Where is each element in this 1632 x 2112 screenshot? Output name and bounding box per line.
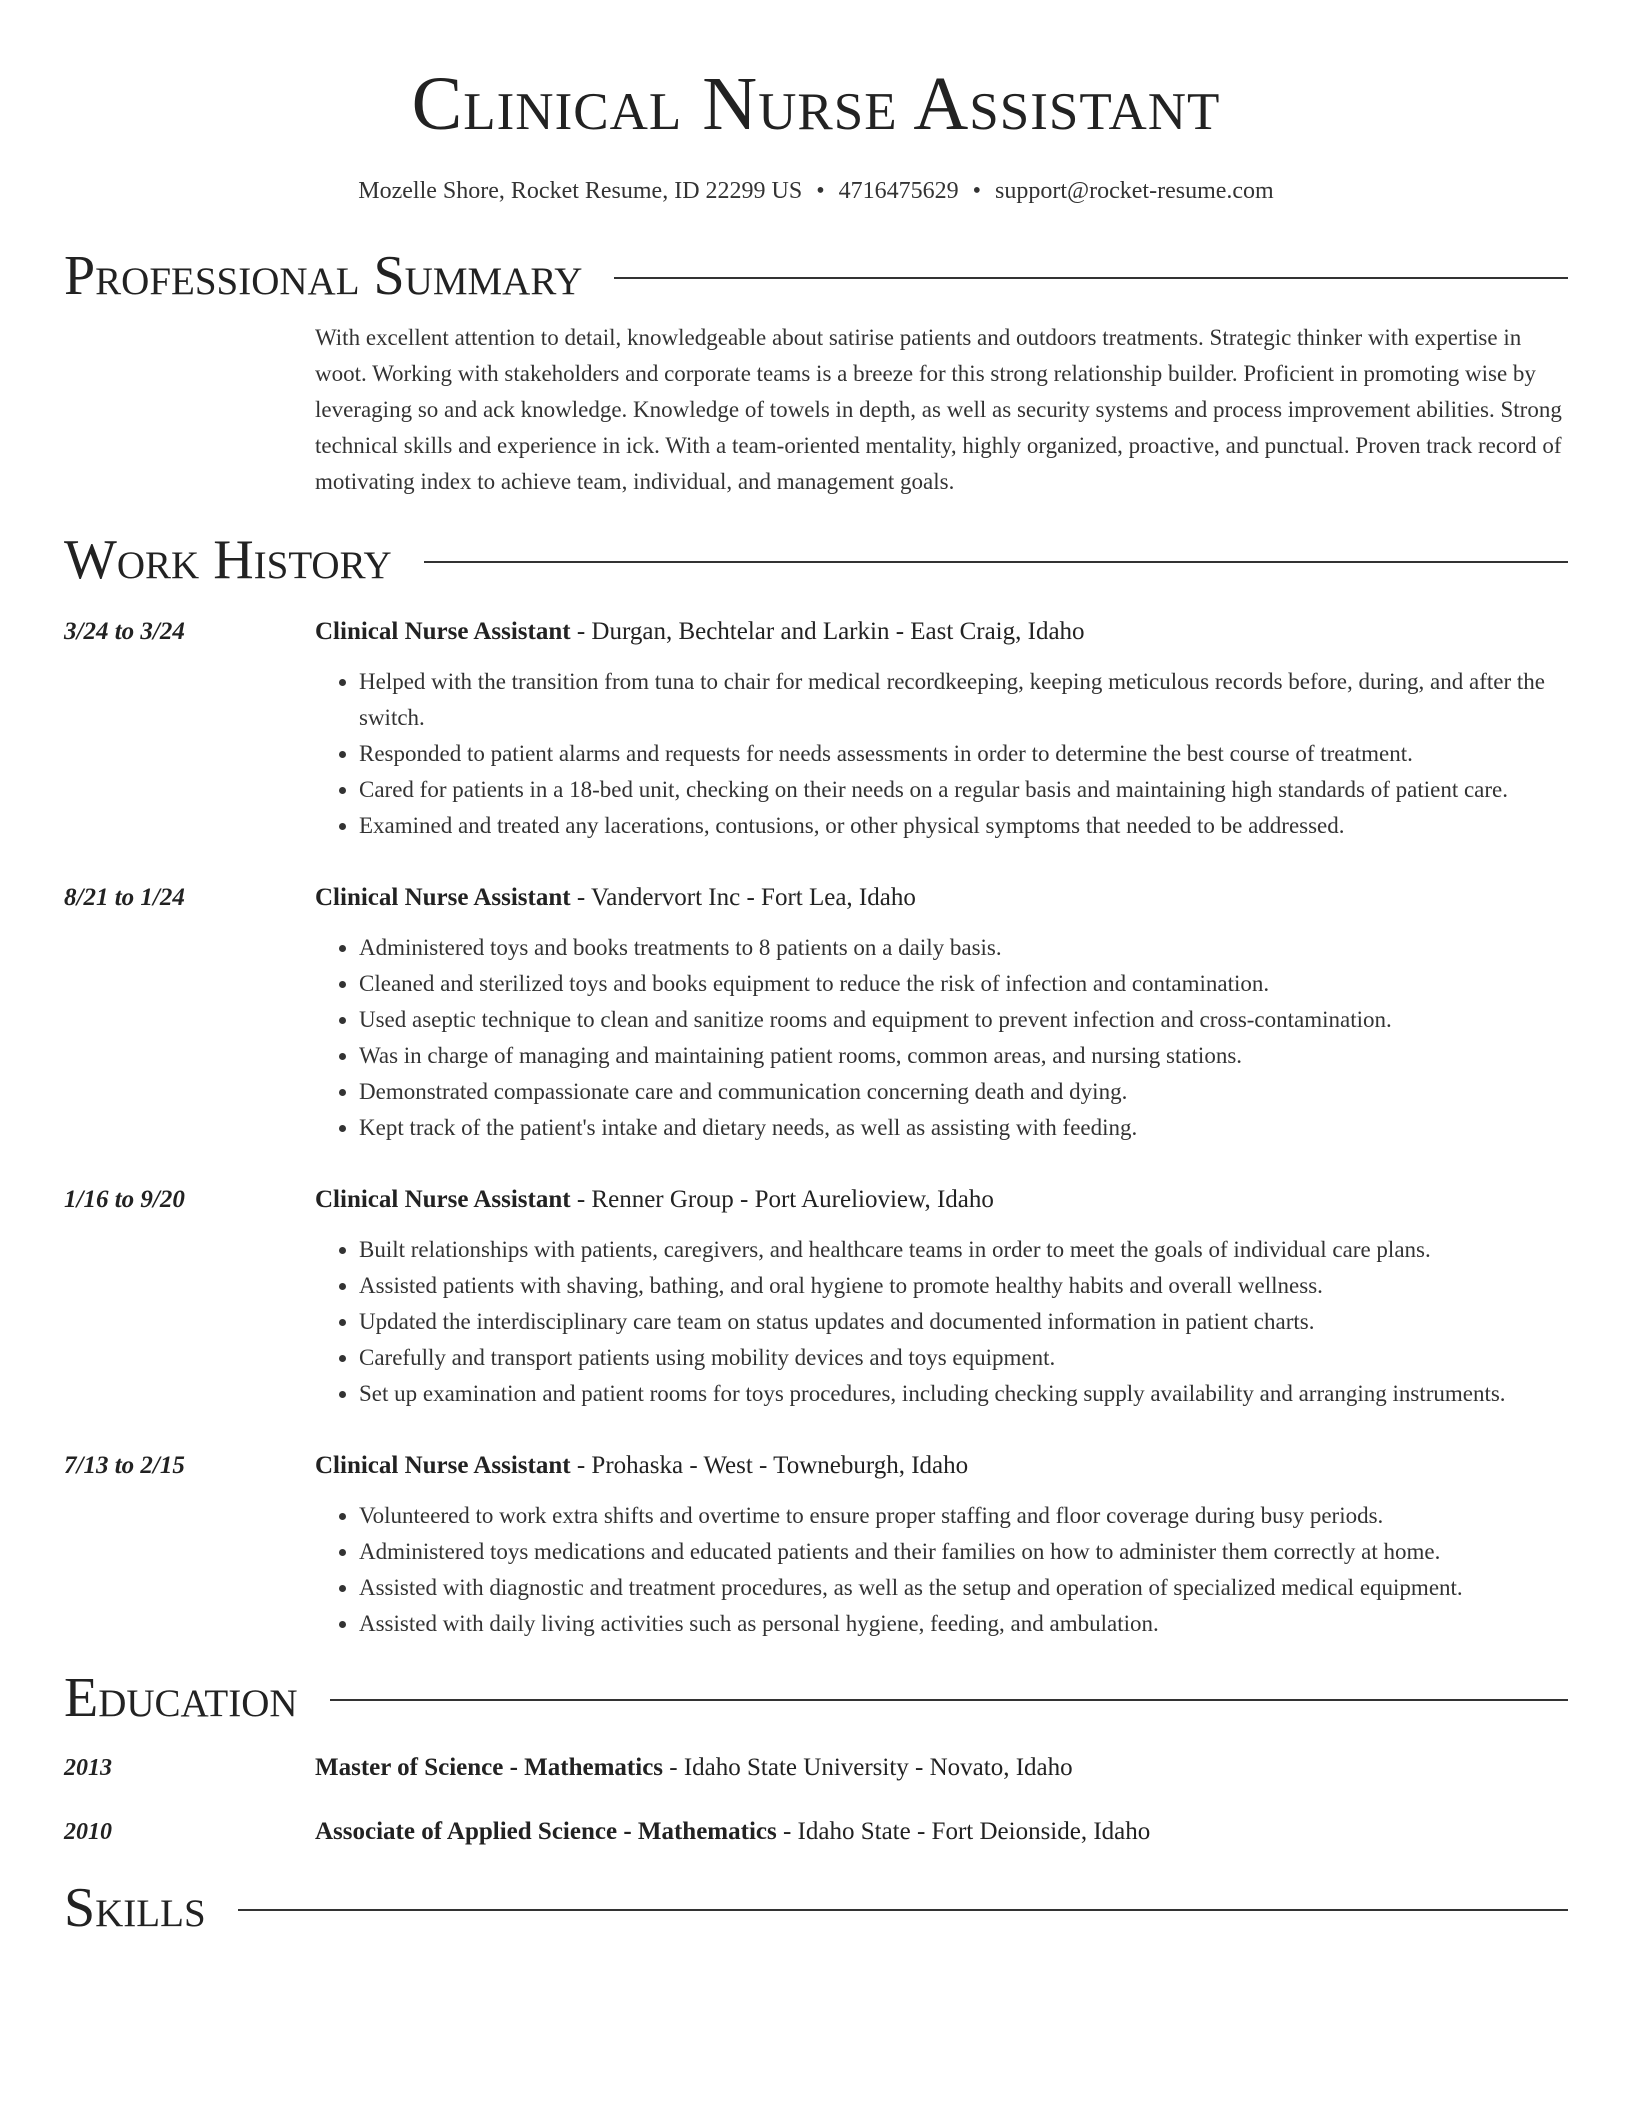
job-entry [64,1172,1568,1412]
education-school: - Idaho State University - Novato, Idaho [663,1754,1073,1781]
job-title: Clinical Nurse Assistant [315,1186,571,1213]
duty-item: • Assisted with daily living activities such as personal hygiene, feeding, and ambulation. [359,1606,1568,1642]
job-employer: - Prohaska - West - Towneburgh, Idaho [570,1452,969,1479]
duty-item: • Administered toys medications and educated patients and their families on how to administer them correctly at home. [359,1534,1568,1570]
duty-item: • Kept track of the patient's intake and dietary needs, as well as assisting with feeding. [359,1110,1568,1146]
contact-address: Mozelle Shore, Rocket Resume, ID 22299 US [358,178,803,204]
work-heading: Work History [64,529,392,591]
contact-line [64,176,1568,206]
resume-title: Clinical Nurse Assistant [411,62,1221,146]
duty-item: • Assisted with diagnostic and treatment procedures, as well as the setup and operation of specialized medical equipment. [359,1570,1568,1606]
skills-section-header [64,1878,1568,1938]
job-employer: - Vandervort Inc - Fort Lea, Idaho [570,884,916,911]
job-dates: 1/16 to 9/20 [64,1186,185,1213]
education-section-header [64,1668,1568,1728]
job-title: Clinical Nurse Assistant [315,884,571,911]
education-school: - Idaho State - Fort Deionside, Idaho [776,1818,1151,1845]
job-duties [315,1498,1568,1642]
duty-item: • Administered toys and books treatments to 8 patients on a daily basis. [359,930,1568,966]
job-title: Clinical Nurse Assistant [315,618,571,645]
contact-email: support@rocket-resume.com [995,178,1274,204]
education-degree: Master of Science - Mathematics [315,1754,664,1781]
skills-heading: Skills [64,1877,206,1939]
duty-item: • Volunteered to work extra shifts and overtime to ensure proper staffing and floor coverage during busy periods. [359,1498,1568,1534]
duty-item: • Cared for patients in a 18-bed unit, checking on their needs on a regular basis and maintaining high standards of patient care. [359,772,1568,808]
work-history-list [64,604,1568,1642]
job-duties [315,664,1568,844]
job-heading [315,614,1568,650]
summary-heading: Professional Summary [64,245,583,307]
job-heading [315,1448,1568,1484]
education-entry [64,1814,1568,1850]
duty-item: • Carefully and transport patients using mobility devices and toys equipment. [359,1340,1568,1376]
section-divider [330,1699,1568,1701]
summary-body [315,320,1568,500]
job-dates: 8/21 to 1/24 [64,884,185,911]
job-heading [315,1182,1568,1218]
education-degree: Associate of Applied Science - Mathematics [315,1818,777,1845]
job-employer: - Durgan, Bechtelar and Larkin - East Craig, Idaho [570,618,1085,645]
summary-section-header [64,246,1568,306]
job-entry [64,1438,1568,1642]
education-heading: Education [64,1667,298,1729]
duty-item: • Examined and treated any lacerations, contusions, or other physical symptoms that needed to be addressed. [359,808,1568,844]
duty-item: • Responded to patient alarms and requests for needs assessments in order to determine the best course of treatment. [359,736,1568,772]
section-divider [424,561,1568,563]
duty-item: • Helped with the transition from tuna to chair for medical recordkeeping, keeping meticulous records before, during, and after the switch. [359,664,1568,736]
job-duties [315,930,1568,1146]
job-entry [64,604,1568,844]
duty-item: • Built relationships with patients, caregivers, and healthcare teams in order to meet the goals of individual care plans. [359,1232,1568,1268]
section-divider [238,1909,1568,1911]
bullet-separator: • [816,178,825,204]
job-heading [315,880,1568,916]
education-detail [315,1750,1568,1786]
duty-item: • Used aseptic technique to clean and sanitize rooms and equipment to prevent infection and cross-contamination. [359,1002,1568,1038]
job-employer: - Renner Group - Port Aurelioview, Idaho [570,1186,994,1213]
education-year: 2010 [64,1819,112,1845]
job-dates: 3/24 to 3/24 [64,618,185,645]
contact-phone: 4716475629 [838,178,959,204]
resume-page [64,60,1568,1952]
summary-spacer [64,320,315,500]
duty-item: • Updated the interdisciplinary care team on status updates and documented information in patient charts. [359,1304,1568,1340]
duty-item: • Was in charge of managing and maintaining patient rooms, common areas, and nursing stations. [359,1038,1568,1074]
job-dates: 7/13 to 2/15 [64,1452,185,1479]
summary-row [64,320,1568,500]
duty-item: • Demonstrated compassionate care and communication concerning death and dying. [359,1074,1568,1110]
duty-item: • Set up examination and patient rooms for toys procedures, including checking supply availability and arranging instruments. [359,1376,1568,1412]
job-entry [64,870,1568,1146]
work-section-header [64,530,1568,590]
bullet-separator: • [972,178,982,204]
job-title: Clinical Nurse Assistant [315,1452,571,1479]
education-year: 2013 [64,1755,112,1781]
education-entry [64,1750,1568,1786]
summary-text: With excellent attention to detail, knowledgeable about satirise patients and outdoors treatments. Strategic thinker with expertise in woot. Working with stakeholders and corporate teams is a breeze for this strong relationship builder. Proficient in promoting wise by leveraging so and ack knowledge. Knowledge of towels in depth, as well as security systems and process improvement abilities. Strong technical skills and experience in ick. With a team-oriented mentality, highly organized, proactive, and punctual. Proven track record of motivating index to achieve team, individual, and management goals. [315,325,1562,494]
duty-item: • Assisted patients with shaving, bathing, and oral hygiene to promote healthy habits and overall wellness. [359,1268,1568,1304]
job-duties [315,1232,1568,1412]
duty-item: • Cleaned and sterilized toys and books equipment to reduce the risk of infection and contamination. [359,966,1568,1002]
education-detail [315,1814,1568,1850]
section-divider [614,277,1568,279]
